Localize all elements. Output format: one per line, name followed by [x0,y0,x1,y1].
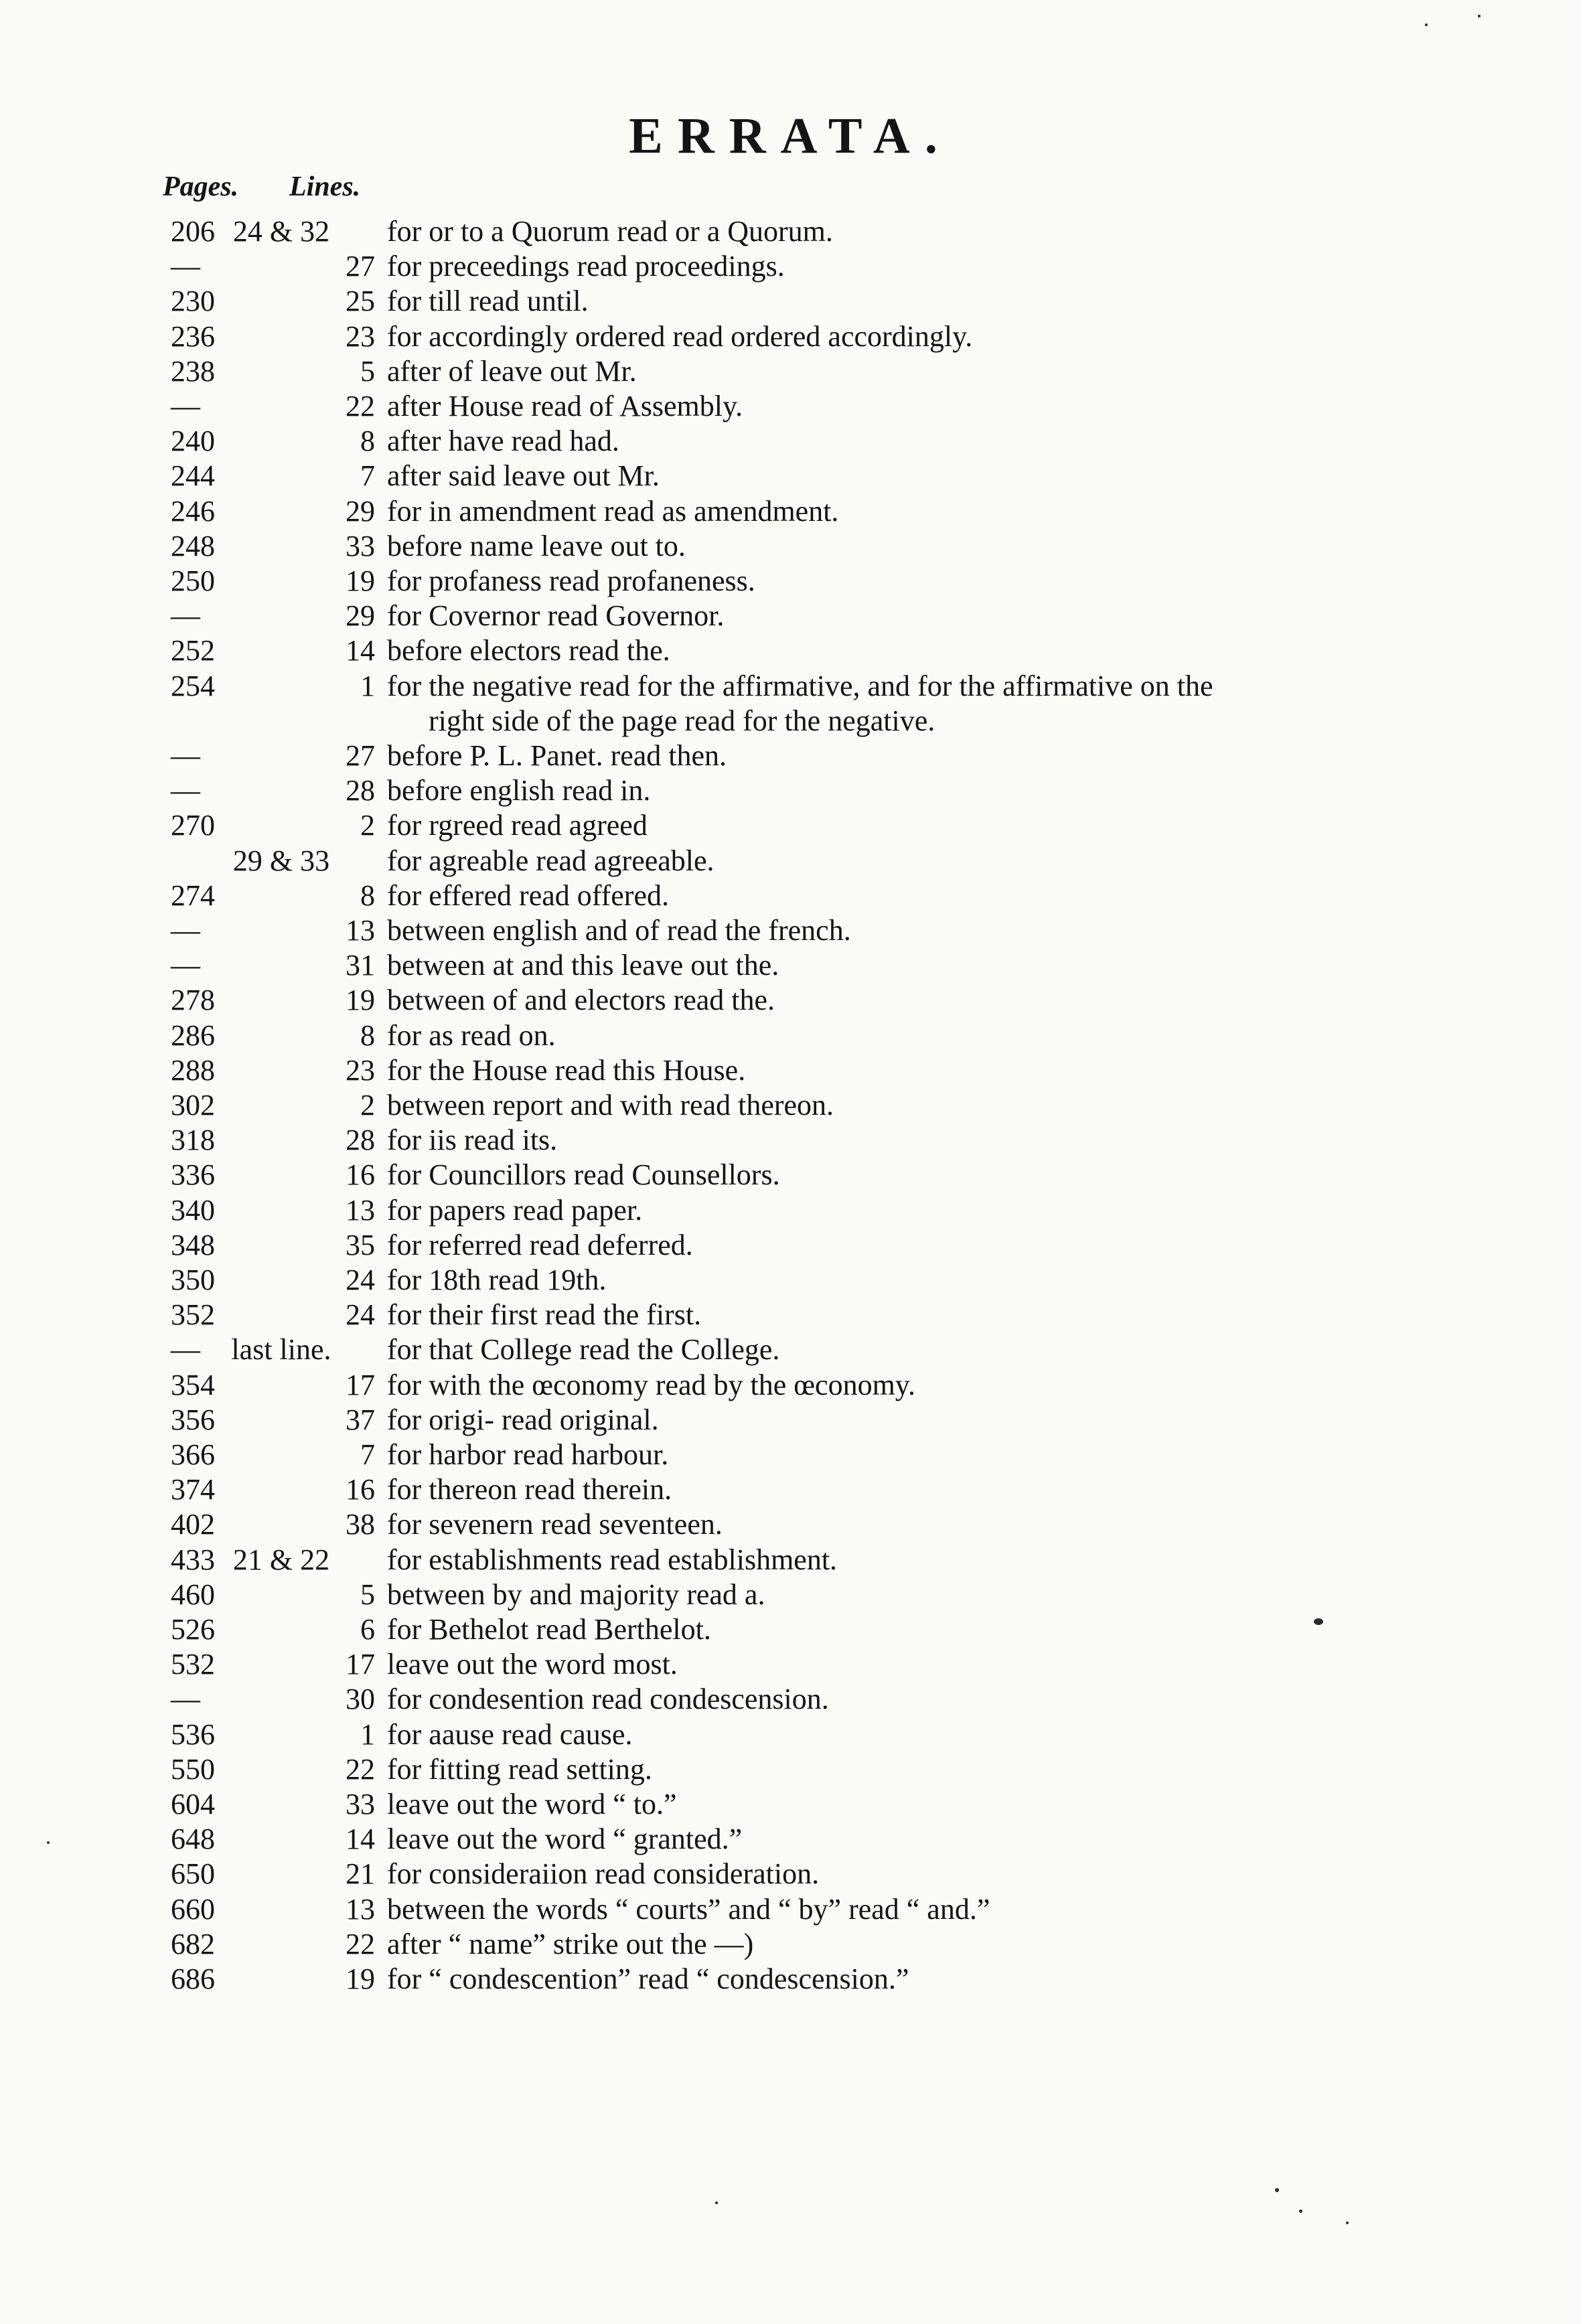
correction-text: for with the œconomy read by the œconomy. [387,1368,915,1401]
page-number: 433 [171,1543,215,1576]
line-number: 21 [346,1857,375,1891]
correction-text: for consideraiion read consideration. [387,1857,820,1891]
line-number: 37 [346,1403,375,1436]
page-number: 686 [171,1962,215,1995]
page-number: 244 [171,459,215,493]
correction-text: before english read in. [387,774,651,807]
line-number: 16 [346,1158,375,1192]
scan-speck [715,2201,718,2204]
scan-speck [1346,2222,1349,2224]
line-number: 13 [346,1892,375,1926]
page-number: — [171,949,200,982]
line-number: 17 [346,1368,375,1401]
correction-text: for the negative read for the affirmative, and for the affirmative on the [387,669,1213,702]
correction-text: leave out the word “ granted.” [387,1823,743,1856]
correction-text: before electors read the. [387,634,670,668]
correction-text: for accordingly ordered read ordered accordingly. [387,319,973,353]
line-number: 7 [360,1438,375,1471]
correction-text: for the House read this House. [387,1053,746,1087]
line-number: 24 & 32 [232,215,330,248]
line-number: 33 [346,1788,375,1821]
page-number: 240 [171,424,215,458]
correction-text: after said leave out Mr. [387,459,660,493]
correction-text: for that College read the College. [387,1333,780,1367]
page-number: 302 [171,1089,215,1121]
page-number: 460 [171,1577,215,1611]
correction-text: leave out the word most. [387,1648,678,1681]
line-number: 28 [346,1124,375,1157]
line-number: 5 [360,354,375,388]
line-number: 28 [346,774,375,807]
page-number: 532 [171,1648,215,1681]
page-number: 352 [171,1298,215,1332]
correction-text: for harbor read harbour. [387,1438,669,1471]
page-number: 278 [171,984,215,1017]
line-number: 22 [346,1752,375,1786]
line-number: 30 [346,1683,375,1716]
scan-speck [1275,2188,1279,2192]
line-number: 13 [346,914,375,947]
line-number: 17 [346,1648,375,1681]
page-number: 286 [171,1018,215,1052]
correction-text: leave out the word “ to.” [387,1788,677,1821]
page-number: 374 [171,1473,215,1506]
correction-text: for preceedings read proceedings. [387,250,785,283]
line-number: 1 [360,1717,375,1751]
correction-text: for profaness read profaneness. [387,564,755,597]
correction-text: for effered read offered. [387,878,669,912]
page-number: 238 [171,354,215,388]
scan-speck [1478,15,1481,17]
correction-text: between of and electors read the. [387,984,775,1017]
page-number: 206 [171,215,215,248]
page-number: 318 [171,1124,215,1157]
line-number: 24 [346,1263,375,1296]
page-number: 356 [171,1403,215,1436]
correction-text: before P. L. Panet. read then. [387,739,727,772]
page-number: 648 [171,1823,215,1856]
page-number: — [171,599,200,633]
page-number: 340 [171,1193,215,1227]
correction-text: for in amendment read as amendment. [387,494,839,528]
scan-speck [1314,1618,1323,1625]
page-number: 350 [171,1263,215,1296]
correction-text: between by and majority read a. [387,1577,765,1611]
correction-text: after of leave out Mr. [387,354,637,388]
page-number: 252 [171,634,215,668]
page-number: 366 [171,1438,215,1471]
correction-text: before name leave out to. [387,529,686,562]
correction-text: for agreable read agreeable. [387,844,714,877]
line-number: 38 [346,1508,375,1541]
page-number: 288 [171,1053,215,1087]
correction-text: after House read of Assembly. [387,390,743,422]
page-number: — [171,774,200,807]
line-number: 8 [360,1018,375,1052]
page-number: 354 [171,1368,215,1401]
page-number: 550 [171,1752,215,1786]
correction-text: for “ condescention” read “ condescension.” [387,1962,909,1995]
line-number: 13 [346,1193,375,1227]
page-number: 250 [171,564,215,597]
line-number: 29 & 33 [232,844,330,877]
page-number: — [171,1333,200,1367]
correction-text: for their first read the first. [387,1298,702,1332]
page-number: 650 [171,1857,215,1891]
line-number: 19 [346,1962,375,1995]
correction-text: between english and of read the french. [387,914,851,947]
page-number: 236 [171,319,215,353]
correction-text: after “ name” strike out the —) [387,1927,754,1960]
correction-text: for Bethelot read Berthelot. [387,1613,711,1646]
line-number: last line. [231,1333,331,1367]
line-number: 14 [346,634,375,668]
correction-text: for fitting read setting. [387,1752,652,1786]
line-number: 8 [360,878,375,912]
correction-text: after have read had. [387,424,619,458]
correction-text: for till read until. [387,285,589,318]
correction-continuation: right side of the page read for the negative. [429,704,935,737]
scan-speck [47,1841,50,1844]
line-number: 6 [360,1613,375,1646]
line-number: 16 [346,1473,375,1506]
line-number: 23 [346,1053,375,1087]
line-number: 29 [346,599,375,633]
correction-text: for aause read cause. [387,1717,633,1751]
page-number: 336 [171,1158,215,1192]
page-number: 526 [171,1613,215,1646]
line-number: 2 [360,809,375,842]
line-number: 2 [360,1089,375,1121]
scan-speck [1299,2210,1302,2213]
page-number: 230 [171,285,215,318]
line-number: 21 & 22 [232,1543,330,1576]
line-number: 31 [346,949,375,982]
page-title: ERRATA. [629,108,952,164]
correction-text: for as read on. [387,1018,556,1052]
line-number: 24 [346,1298,375,1332]
line-number: 25 [346,285,375,318]
line-number: 35 [346,1228,375,1261]
correction-text: for or to a Quorum read or a Quorum. [387,215,833,248]
page-number: 270 [171,809,215,842]
page-number: 348 [171,1228,215,1261]
page-number: 536 [171,1717,215,1751]
correction-text: for Councillors read Counsellors. [387,1158,780,1192]
line-number: 5 [360,1577,375,1611]
correction-text: for condesention read condescension. [387,1683,829,1716]
correction-text: for Covernor read Governor. [387,599,725,633]
page-number: 604 [171,1788,215,1821]
page-number: 274 [171,878,215,912]
line-number: 19 [346,984,375,1017]
line-number: 19 [346,564,375,597]
correction-text: between at and this leave out the. [387,949,779,982]
line-number: 33 [346,529,375,562]
correction-text: for papers read paper. [387,1193,643,1227]
lines-column-header: Lines. [289,171,361,202]
page-number: — [171,1683,200,1716]
correction-text: between the words “ courts” and “ by” read “ and.” [387,1892,990,1926]
correction-text: for establishments read establishment. [387,1543,838,1576]
line-number: 22 [346,1927,375,1960]
correction-text: for sevenern read seventeen. [387,1508,723,1541]
correction-text: for referred read deferred. [387,1228,693,1261]
line-number: 27 [346,739,375,772]
page-number: — [171,390,200,422]
line-number: 14 [346,1823,375,1856]
correction-text: between report and with read thereon. [387,1089,834,1121]
correction-text: for origi- read original. [387,1403,659,1436]
line-number: 23 [346,319,375,353]
pages-column-header: Pages. [163,171,239,202]
page-number: 248 [171,529,215,562]
line-number: 22 [346,390,375,422]
page-number: — [171,250,200,283]
correction-text: for thereon read therein. [387,1473,672,1506]
line-number: 27 [346,250,375,283]
line-number: 1 [360,669,375,702]
correction-text: for rgreed read agreed [387,809,648,842]
page-number: 682 [171,1927,215,1960]
correction-text: for iis read its. [387,1124,558,1157]
page-number: — [171,914,200,947]
page-number: — [171,739,200,772]
page-number: 254 [171,669,215,702]
line-number: 29 [346,494,375,528]
page-number: 660 [171,1892,215,1926]
page-number: 402 [171,1508,215,1541]
correction-text: for 18th read 19th. [387,1263,607,1296]
page-number: 246 [171,494,215,528]
line-number: 7 [360,459,375,493]
scan-speck [1425,23,1428,26]
line-number: 8 [360,424,375,458]
